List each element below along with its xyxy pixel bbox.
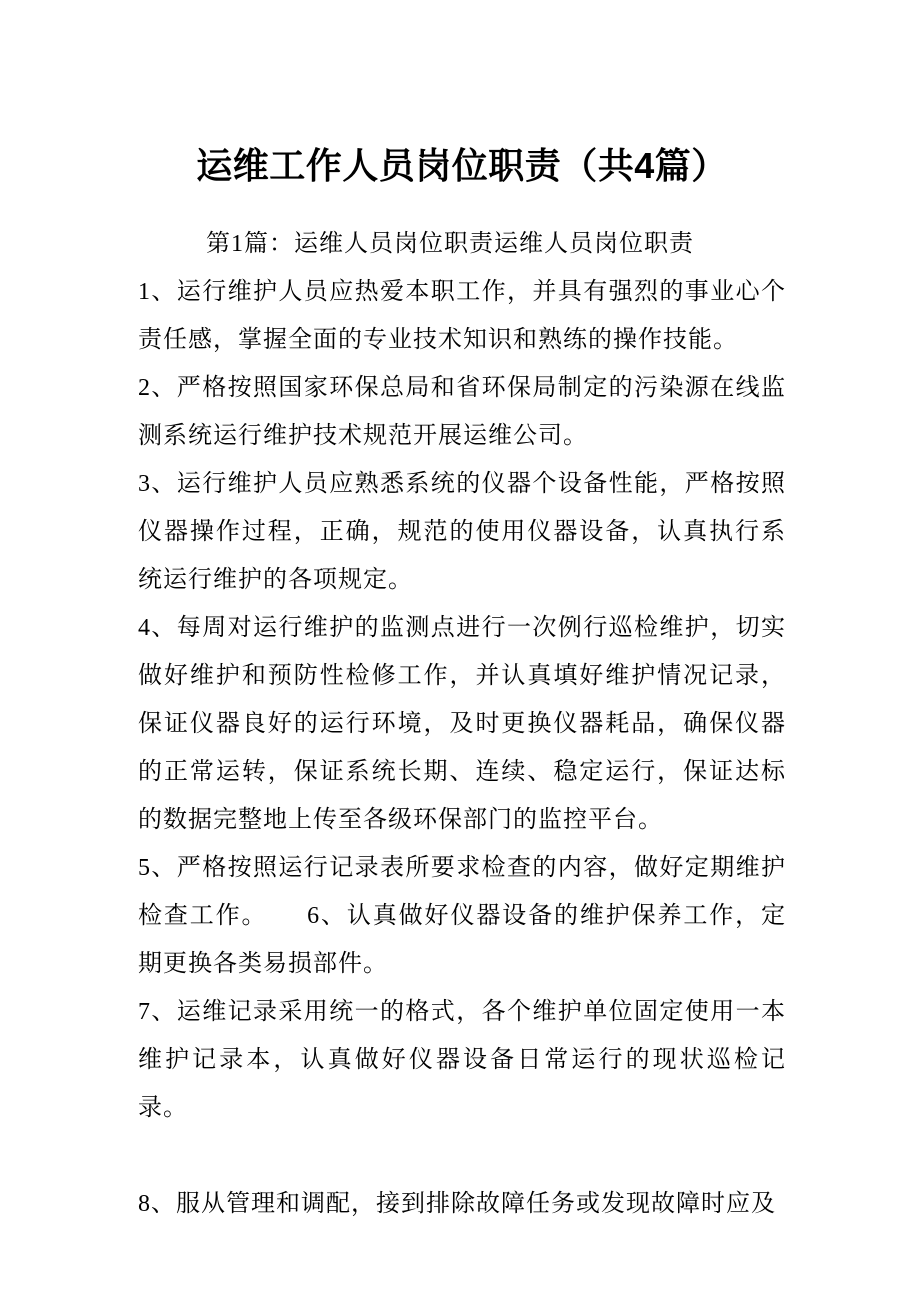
paragraph-8: 8、服从管理和调配，接到排除故障任务或发现故障时应及	[138, 1191, 776, 1217]
paragraph-7: 7、运维记录采用统一的格式，各个维护单位固定使用一本维护记录本，认真做好仪器设备日常运行的现状巡检记录。	[138, 999, 786, 1121]
paragraph-1: 1、运行维护人员应热爱本职工作，并具有强烈的事业心个责任感，掌握全面的专业技术知识和熟练的操作技能。	[138, 279, 786, 353]
paragraph-3: 3、运行维护人员应熟悉系统的仪器个设备性能，严格按照仪器操作过程，正确，规范的使用仪器设备，认真执行系统运行维护的各项规定。	[138, 471, 786, 593]
paragraph-2: 2、严格按照国家环保总局和省环保局制定的污染源在线监测系统运行维护技术规范开展运维公司。	[138, 375, 786, 449]
document-body	[138, 220, 786, 1228]
paragraph-4: 4、每周对运行维护的监测点进行一次例行巡检维护，切实做好维护和预防性检修工作，并认真填好维护情况记录，保证仪器良好的运行环境，及时更换仪器耗品，确保仪器的正常运转，保证系统长期、连续、稳定运行，保证达标的数据完整地上传至各级环保部门的监控平台。	[138, 615, 786, 833]
paragraph-5-6: 5、严格按照运行记录表所要求检查的内容，做好定期维护检查工作。 6、认真做好仪器设备的维护保养工作，定期更换各类易损部件。	[138, 855, 786, 977]
page-title: 运维工作人员岗位职责（共4篇）	[196, 145, 728, 186]
section-heading: 第1篇：运维人员岗位职责运维人员岗位职责	[206, 231, 694, 257]
